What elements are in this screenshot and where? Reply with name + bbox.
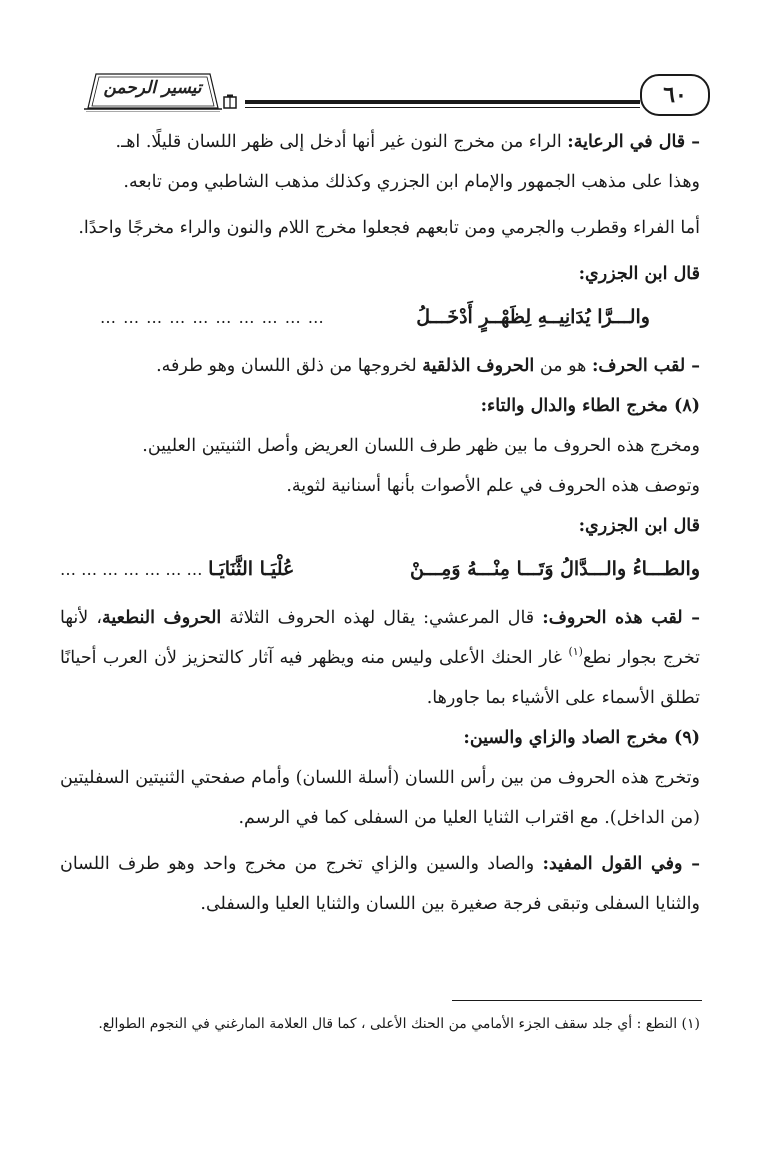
book-ornament-icon xyxy=(222,94,238,110)
ibn-jazari-heading-2: قال ابن الجزري: xyxy=(578,516,700,536)
laqab-1-term: الحروف الذلقية xyxy=(422,356,535,376)
laqab-2-label: – لقب هذه الحروف: xyxy=(542,608,700,628)
footnote-reference[interactable]: (١) xyxy=(568,645,583,658)
paragraph-riaya xyxy=(60,122,700,162)
verse-2-omitted: … … … … … … … xyxy=(60,560,203,579)
verse-2-second-text: عُلْيَـا الثَّنَايَـا xyxy=(208,558,295,580)
main-text xyxy=(60,122,700,924)
paragraph-8b: وتوصف هذه الحروف في علم الأصوات بأنها أسنانية لثوية. xyxy=(286,476,700,496)
riaya-label: – قال في الرعاية: xyxy=(567,132,700,152)
footnote-text: (١) النطع : أي جلد سقف الجزء الأمامي من الحنك الأعلى ، كما قال العلامة المارغني في النجوم الطوالع. xyxy=(98,1016,700,1032)
qawl-mufid-text: والصاد والسين والزاي تخرج من مخرج واحد وهو طرف اللسان والثنايا السفلى وتبقى فرجة صغيرة بين اللسان والثنايا العليا والسفلى. xyxy=(60,854,700,914)
footnote-separator xyxy=(452,1000,702,1001)
heading-makhraj-8: (٨) مخرج الطاء والدال والتاء: xyxy=(480,396,700,416)
laqab-1-label: – لقب الحرف: xyxy=(591,356,700,376)
laqab-1-post: لخروجها من ذلق اللسان وهو طرفه. xyxy=(156,356,423,376)
paragraph-qawl-mufid xyxy=(60,844,700,924)
laqab-2-pre: قال المرعشي: يقال لهذه الحروف الثلاثة xyxy=(221,608,543,628)
qawl-mufid-label: – وفي القول المفيد: xyxy=(542,854,700,874)
verse-1 xyxy=(60,294,700,340)
page-number: ٦٠ xyxy=(640,74,710,116)
laqab-2-line2-post: غار الحنك الأعلى وليس منه ويظهر فيه آثار كالتحزيز لأن العرب أحيانًا تطلق الأسماء على الأشياء بما جاورها. xyxy=(60,648,700,708)
laqab-2-post: ، xyxy=(96,608,102,628)
verse-2 xyxy=(60,546,700,592)
verse-2-first-hemistich: والطـــاءُ والـــدَّالُ وَتَـــا مِنْـــهُ وَمِـــنْ xyxy=(410,558,700,580)
heading-makhraj-9: (٩) مخرج الصاد والزاي والسين: xyxy=(463,728,700,748)
paragraph-jumhur: وهذا على مذهب الجمهور والإمام ابن الجزري وكذلك مذهب الشاطبي ومن تابعه. xyxy=(123,172,700,192)
paragraph-9a: وتخرج هذه الحروف من بين رأس اللسان (أسلة اللسان) وأمام صفحتي الثنيتين السفليتين (من الداخل). مع اقتراب الثنايا العليا من السفلى كما في الرسم. xyxy=(60,768,700,828)
paragraph-8a: ومخرج هذه الحروف ما بين ظهر طرف اللسان العريض وأصل الثنيتين العليين. xyxy=(142,436,700,456)
footnote xyxy=(60,1010,700,1039)
verse-1-first-hemistich: والـــرَّا يُدَانِيــهِ لِظَهْــرٍ أَدْخَـــلُ xyxy=(416,306,650,328)
laqab-1-pre: هو من xyxy=(534,356,592,376)
verse-1-omitted: … … … … … … … … … … xyxy=(100,308,325,327)
riaya-text: الراء من مخرج النون غير أنها أدخل إلى ظهر اللسان قليلًا. اهـ. xyxy=(115,132,568,152)
header-rule xyxy=(245,100,640,104)
laqab-2-line2-pre: لأنها تخرج بجوار نطع xyxy=(60,608,701,668)
paragraph-laqab-2 xyxy=(60,598,700,718)
verse-2-second-hemistich xyxy=(60,546,294,593)
header-rule-thin xyxy=(245,107,640,108)
ibn-jazari-heading-1: قال ابن الجزري: xyxy=(578,264,700,284)
book-title: تيسير الرحمن xyxy=(103,78,202,98)
page-header xyxy=(70,60,710,120)
paragraph-laqab-1 xyxy=(60,346,700,386)
paragraph-farra: أما الفراء وقطرب والجرمي ومن تابعهم فجعلوا مخرج اللام والنون والراء مخرجًا واحدًا. xyxy=(78,218,700,238)
laqab-2-term: الحروف النطعية xyxy=(102,608,222,628)
